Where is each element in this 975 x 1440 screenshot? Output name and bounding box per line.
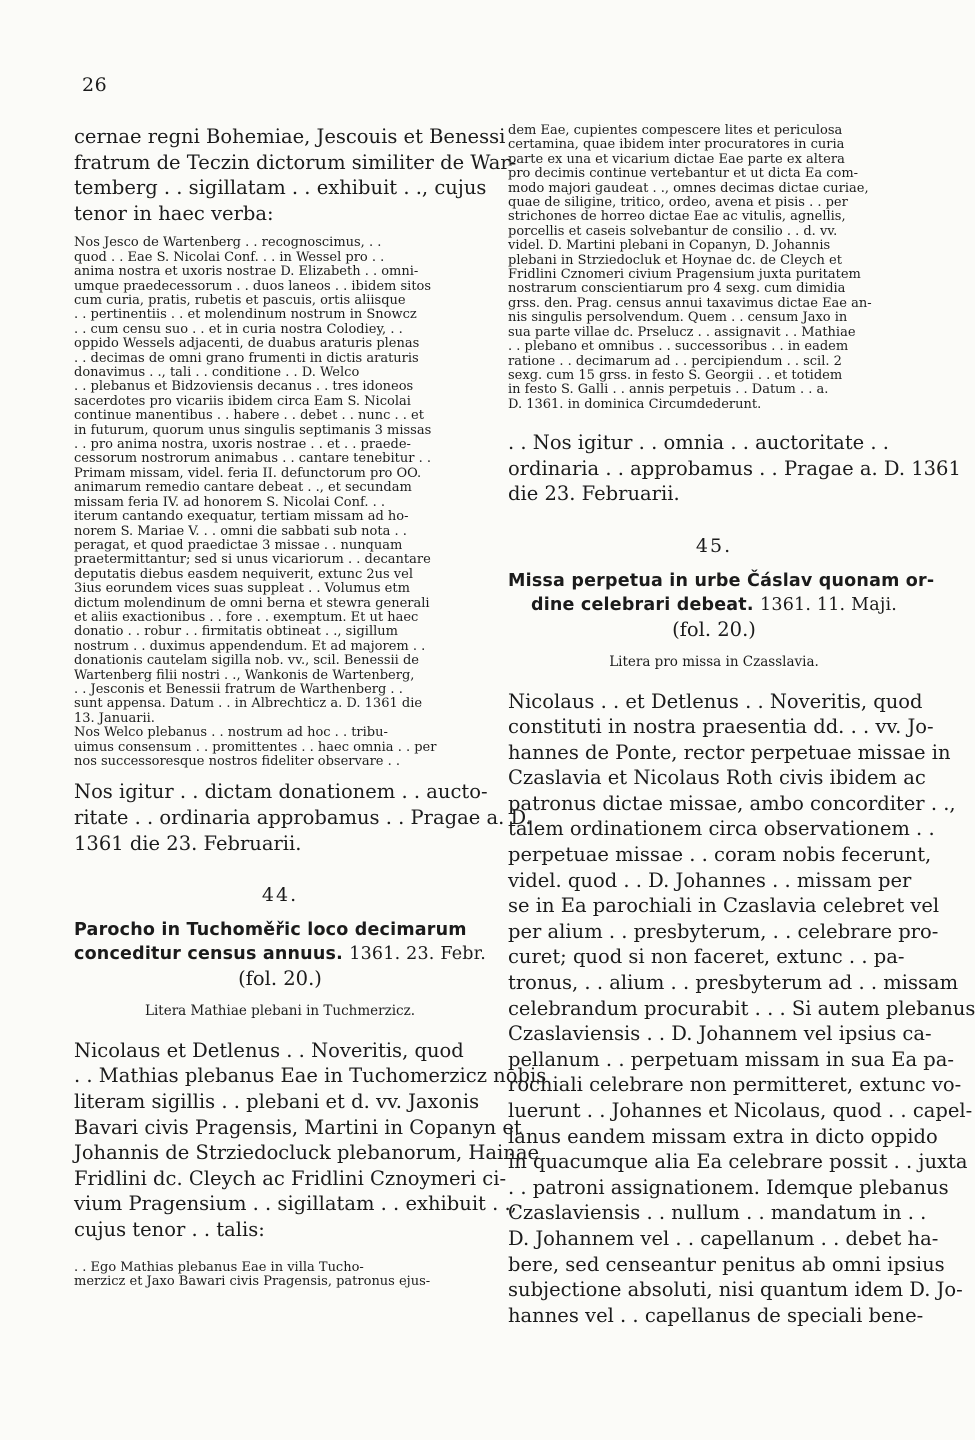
text-line: dem Eae, cupientes compescere lites et periculosa [508,123,843,138]
text-line: . . Nos igitur . . omnia . . auctoritate . . [508,431,889,455]
text-line: merzicz et Jaxo Bawari civis Pragensis, patronus ejus- [74,1273,431,1289]
text-line: deputatis diebus easdem nequiverit, extunc 2us vel [74,566,413,582]
text-line: sunt appensa. Datum . . in Albrechticz a. D. 1361 die [74,696,423,712]
text-line: quae de siligine, tritico, ordeo, avena et pisis . . per [508,195,848,211]
text-line: nostrum . . duximus appendendum. Et ad majorem . . [74,638,426,654]
text-line: celebrandum procurabit . . . Si autem plebanus [508,996,975,1020]
text-line: ordinaria . . approbamus . . Pragae a. D. 1361 [508,456,961,480]
text-line: Nicolaus . . et Detlenus . . Noveritis, quod [508,689,923,713]
left-column [74,124,547,1289]
text-line: ritate . . ordinaria approbamus . . Pragae a. D. [74,806,532,829]
text-line: 13. Januarii. [74,710,155,726]
text-line: constituti in nostra praesentia dd. . . vv. Jo- [508,715,934,739]
text-line: Nicolaus et Detlenus . . Noveritis, quod [74,1038,464,1062]
text-line: donavimus . ., tali . . conditione . . D. Welco [74,365,360,381]
text-line: curet; quod si non faceret, extunc . . pa- [508,945,905,969]
text-line: literam sigillis . . plebani et d. vv. Jaxonis [74,1089,480,1113]
text-line: cessorum nostrorum animabus . . cantare tenebitur . . [74,451,431,467]
folio-reference: (fol. 20.) [672,617,756,641]
text-line: per alium . . presbyterum, . . celebrare pro- [508,919,939,943]
text-line: in quacumque alia Ea celebrare possit . . juxta [508,1150,968,1174]
text-line: cujus tenor . . talis: [74,1217,265,1241]
text-line: D. Johannem vel . . capellanum . . debet ha- [508,1226,939,1250]
text-line: Wartenberg filii nostri . ., Wankonis de Wartenberg, [74,667,415,683]
text-line: in futurum, quorum unus singulis septimanis 3 missas [74,422,432,438]
section-number: 45. [695,534,733,557]
text-line: . . Jesconis et Benessii fratrum de Warthenberg . . [74,681,403,697]
text-line: in festo S. Galli . . annis perpetuis . . Datum . . a. [508,382,829,398]
text-line: nos successoresque nostros fideliter observare . . [74,754,401,769]
text-line: grss. den. Prag. census annui taxavimus dictae Eae an- [508,295,872,311]
text-line: missam feria IV. ad honorem S. Nicolai Conf. . . [74,494,385,510]
section-title-line: dine celebrari debeat. [530,594,754,615]
text-line: tronus, . . alium . . presbyterum ad . . missam [508,971,959,995]
text-line: parte ex una et vicarium dictae Eae parte ex altera [508,151,845,167]
charter-text [74,236,486,769]
text-line: videl. quod . . D. Johannes . . missam per [508,868,912,892]
text-line: . . pro anima nostra, uxoris nostrae . . et . . praede- [74,437,411,453]
text-line: se in Ea parochiali in Czaslavia celebret vel [508,894,940,918]
body-paragraph [74,1038,547,1243]
text-line: et aliis exactionibus . . fore . . exemptum. Et ut haec [74,609,419,625]
text-line: sexg. cum 15 grss. in festo S. Georgii . . et totidem [508,367,843,383]
section-number: 44. [261,884,299,907]
section-date: 1361. 11. Maji. [760,594,898,615]
text-line: patronus dictae missae, ambo concorditer . ., [508,791,956,815]
text-line: norem S. Mariae V. . . omni die sabbati sub nota . . [74,523,407,539]
intro-paragraph [74,124,517,226]
text-line: rochiali celebrare non permitteret, extunc vo- [508,1073,962,1097]
text-line: Czaslaviensis . . nullum . . mandatum in . . [508,1201,927,1225]
text-line: dictum molendinum de omni berna et stewra generali [74,595,430,611]
page-number: 26 [82,74,108,96]
text-line: D. 1361. in dominica Circumdederunt. [508,396,762,412]
text-line: Johannis de Strziedocluck plebanorum, Hainae [74,1141,539,1165]
text-line: porcellis et caseis solvebantur de consilio . . d. vv. [508,223,838,239]
section-title-line: Missa perpetua in urbe Čáslav quonam or- [508,570,935,591]
text-line: . . Mathias plebanus Eae in Tuchomerzicz nobis [74,1064,547,1088]
text-line: lanus eandem missam extra in dicto oppido [508,1124,938,1148]
text-line: Nos igitur . . dictam donationem . . aucto- [74,780,488,804]
text-line: pellanum . . perpetuam missam in sua Ea pa- [508,1047,954,1071]
text-line: Primam missam, videl. feria II. defunctorum pro OO. [74,465,422,481]
text-line: cernae regni Bohemiae, Jescouis et Benessi [74,125,506,148]
text-line: hannes vel . . capellanus de speciali bene- [508,1303,924,1327]
section-heading [74,918,486,992]
text-line: umque praedecessorum . . duos laneos . . ibidem sitos [74,278,432,294]
text-line: perpetuae missae . . coram nobis fecerunt, [508,843,932,867]
text-line: nis singulis persolvendum. Quem . . censum Jaxo in [508,310,848,326]
text-line: . . cum censu suo . . et in curia nostra Colodiey, . . [74,321,403,337]
text-line: quod . . Eae S. Nicolai Conf. . . in Wessel pro . . [74,249,385,265]
right-column [508,123,975,1328]
text-line: 1361 die 23. Februarii. [74,831,302,855]
text-line: Bavari civis Pragensis, Martini in Copanyn et [74,1115,522,1139]
text-line: praetermittantur; sed si unus vicariorum . . decantare [74,552,431,568]
text-line: iterum cantando exequatur, tertiam missam ad ho- [74,509,409,525]
text-line: die 23. Februarii. [508,482,680,506]
text-line: subjectione absoluti, nisi quantum idem D. Jo- [508,1278,963,1302]
text-line: ratione . . decimarum ad . . percipiendum . . scil. 2 [508,353,842,369]
text-line: pro decimis continue vertebantur et ut dicta Ea com- [508,166,859,182]
text-line: videl. D. Martini plebani in Copanyn, D. Johannis [508,238,831,254]
text-line: 3ius eorundem vices suas suppleat . . Volumus etm [74,581,410,597]
text-line: Nos Welco plebanus . . nostrum ad hoc . . tribu- [74,725,388,741]
text-line: Nos Jesco de Wartenberg . . recognoscimus, . . [74,235,382,251]
text-line: continue manentibus . . habere . . debet . . nunc . . et [74,408,424,424]
text-line: Czaslavia et Nicolaus Roth civis ibidem ac [508,766,926,790]
text-line: modo majori gaudeat . ., omnes decimas dictae curiae, [508,180,869,196]
text-line: uimus consensum . . promittentes . . haec omnia . . per [74,739,437,755]
approval-paragraph [74,779,532,856]
text-line: . . plebano et omnibus . . successoribus . . in eadem [508,339,849,355]
text-line: luerunt . . Johannes et Nicolaus, quod . . capel- [508,1099,973,1122]
text-line: peragat, et quod praedictae 3 missae . . nunquam [74,537,403,553]
section-subtitle: Litera pro missa in Czasslavia. [609,653,819,670]
text-line: temberg . . sigillatam . . exhibuit . ., cujus [74,176,487,200]
text-line: anima nostra et uxoris nostrae D. Elizabeth . . omni- [74,264,419,280]
folio-reference: (fol. 20.) [238,967,322,991]
text-line: . . decimas de omni grano frumenti in dictis araturis [74,350,419,366]
text-line: talem ordinationem circa observationem . . [508,817,935,841]
text-line: . . patroni assignationem. Idemque plebanus [508,1175,949,1199]
letter-text [74,1261,486,1290]
text-line: . . plebanus et Bidzoviensis decanus . . tres idoneos [74,379,414,395]
section-subtitle: Litera Mathiae plebani in Tuchmerzicz. [145,1002,415,1019]
text-line: Czaslaviensis . . D. Johannem vel ipsius ca- [508,1022,932,1046]
text-line: sacerdotes pro vicariis ibidem circa Eam S. Nicolai [74,393,411,409]
text-line: nostrarum conscientiarum pro 4 sexg. cum dimidia [508,281,846,297]
section-date: 1361. 23. Febr. [349,944,487,965]
text-line: bere, sed censeantur penitus ab omni ipsius [508,1252,945,1276]
text-line: oppido Wessels adjacenti, de duabus araturis plenas [74,336,420,352]
section-title-line: conceditur census annuus. [74,944,343,965]
text-line: Fridlini Cznomeri civium Pragensium juxta puritatem [508,267,861,283]
text-line: cum curia, pratis, rubetis et pascuis, ortis aliisque [74,293,406,308]
text-line: animarum remedio cantare debeat . ., et secundam [74,480,412,496]
text-line: vium Pragensium . . sigillatam . . exhibuit . ., [74,1192,517,1216]
text-line: plebani in Strziedocluk et Hoynae dc. de Cleych et [508,252,842,268]
approval-paragraph [508,430,961,507]
text-line: sua parte villae dc. Prselucz . . assignavit . . Mathiae [508,324,856,340]
text-line: strichones de horreo dictae Eae ac vitulis, agnellis, [508,209,846,225]
text-line: Fridlini dc. Cleych ac Fridlini Cznoymeri ci- [74,1166,507,1190]
section-heading [508,569,935,643]
letter-text [508,124,920,412]
text-line: tenor in haec verba: [74,201,274,225]
text-line: hannes de Ponte, rector perpetuae missae in [508,740,951,764]
text-line: . . pertinentiis . . et molendinum nostrum in Snowcz [74,307,417,323]
text-line: certamina, quae ibidem inter procuratores in curia [508,137,845,153]
text-line: donatio . . robur . . firmitatis obtineat . ., sigillum [74,624,398,640]
text-line: donationis cautelam sigilla nob. vv., scil. Benessii de [74,653,419,669]
text-line: . . Ego Mathias plebanus Eae in villa Tucho- [74,1259,364,1275]
text-line: fratrum de Teczin dictorum similiter de War- [74,150,517,174]
body-paragraph [508,689,975,1329]
section-title-line: Parocho in Tuchoměřic loco decimarum [74,920,467,941]
